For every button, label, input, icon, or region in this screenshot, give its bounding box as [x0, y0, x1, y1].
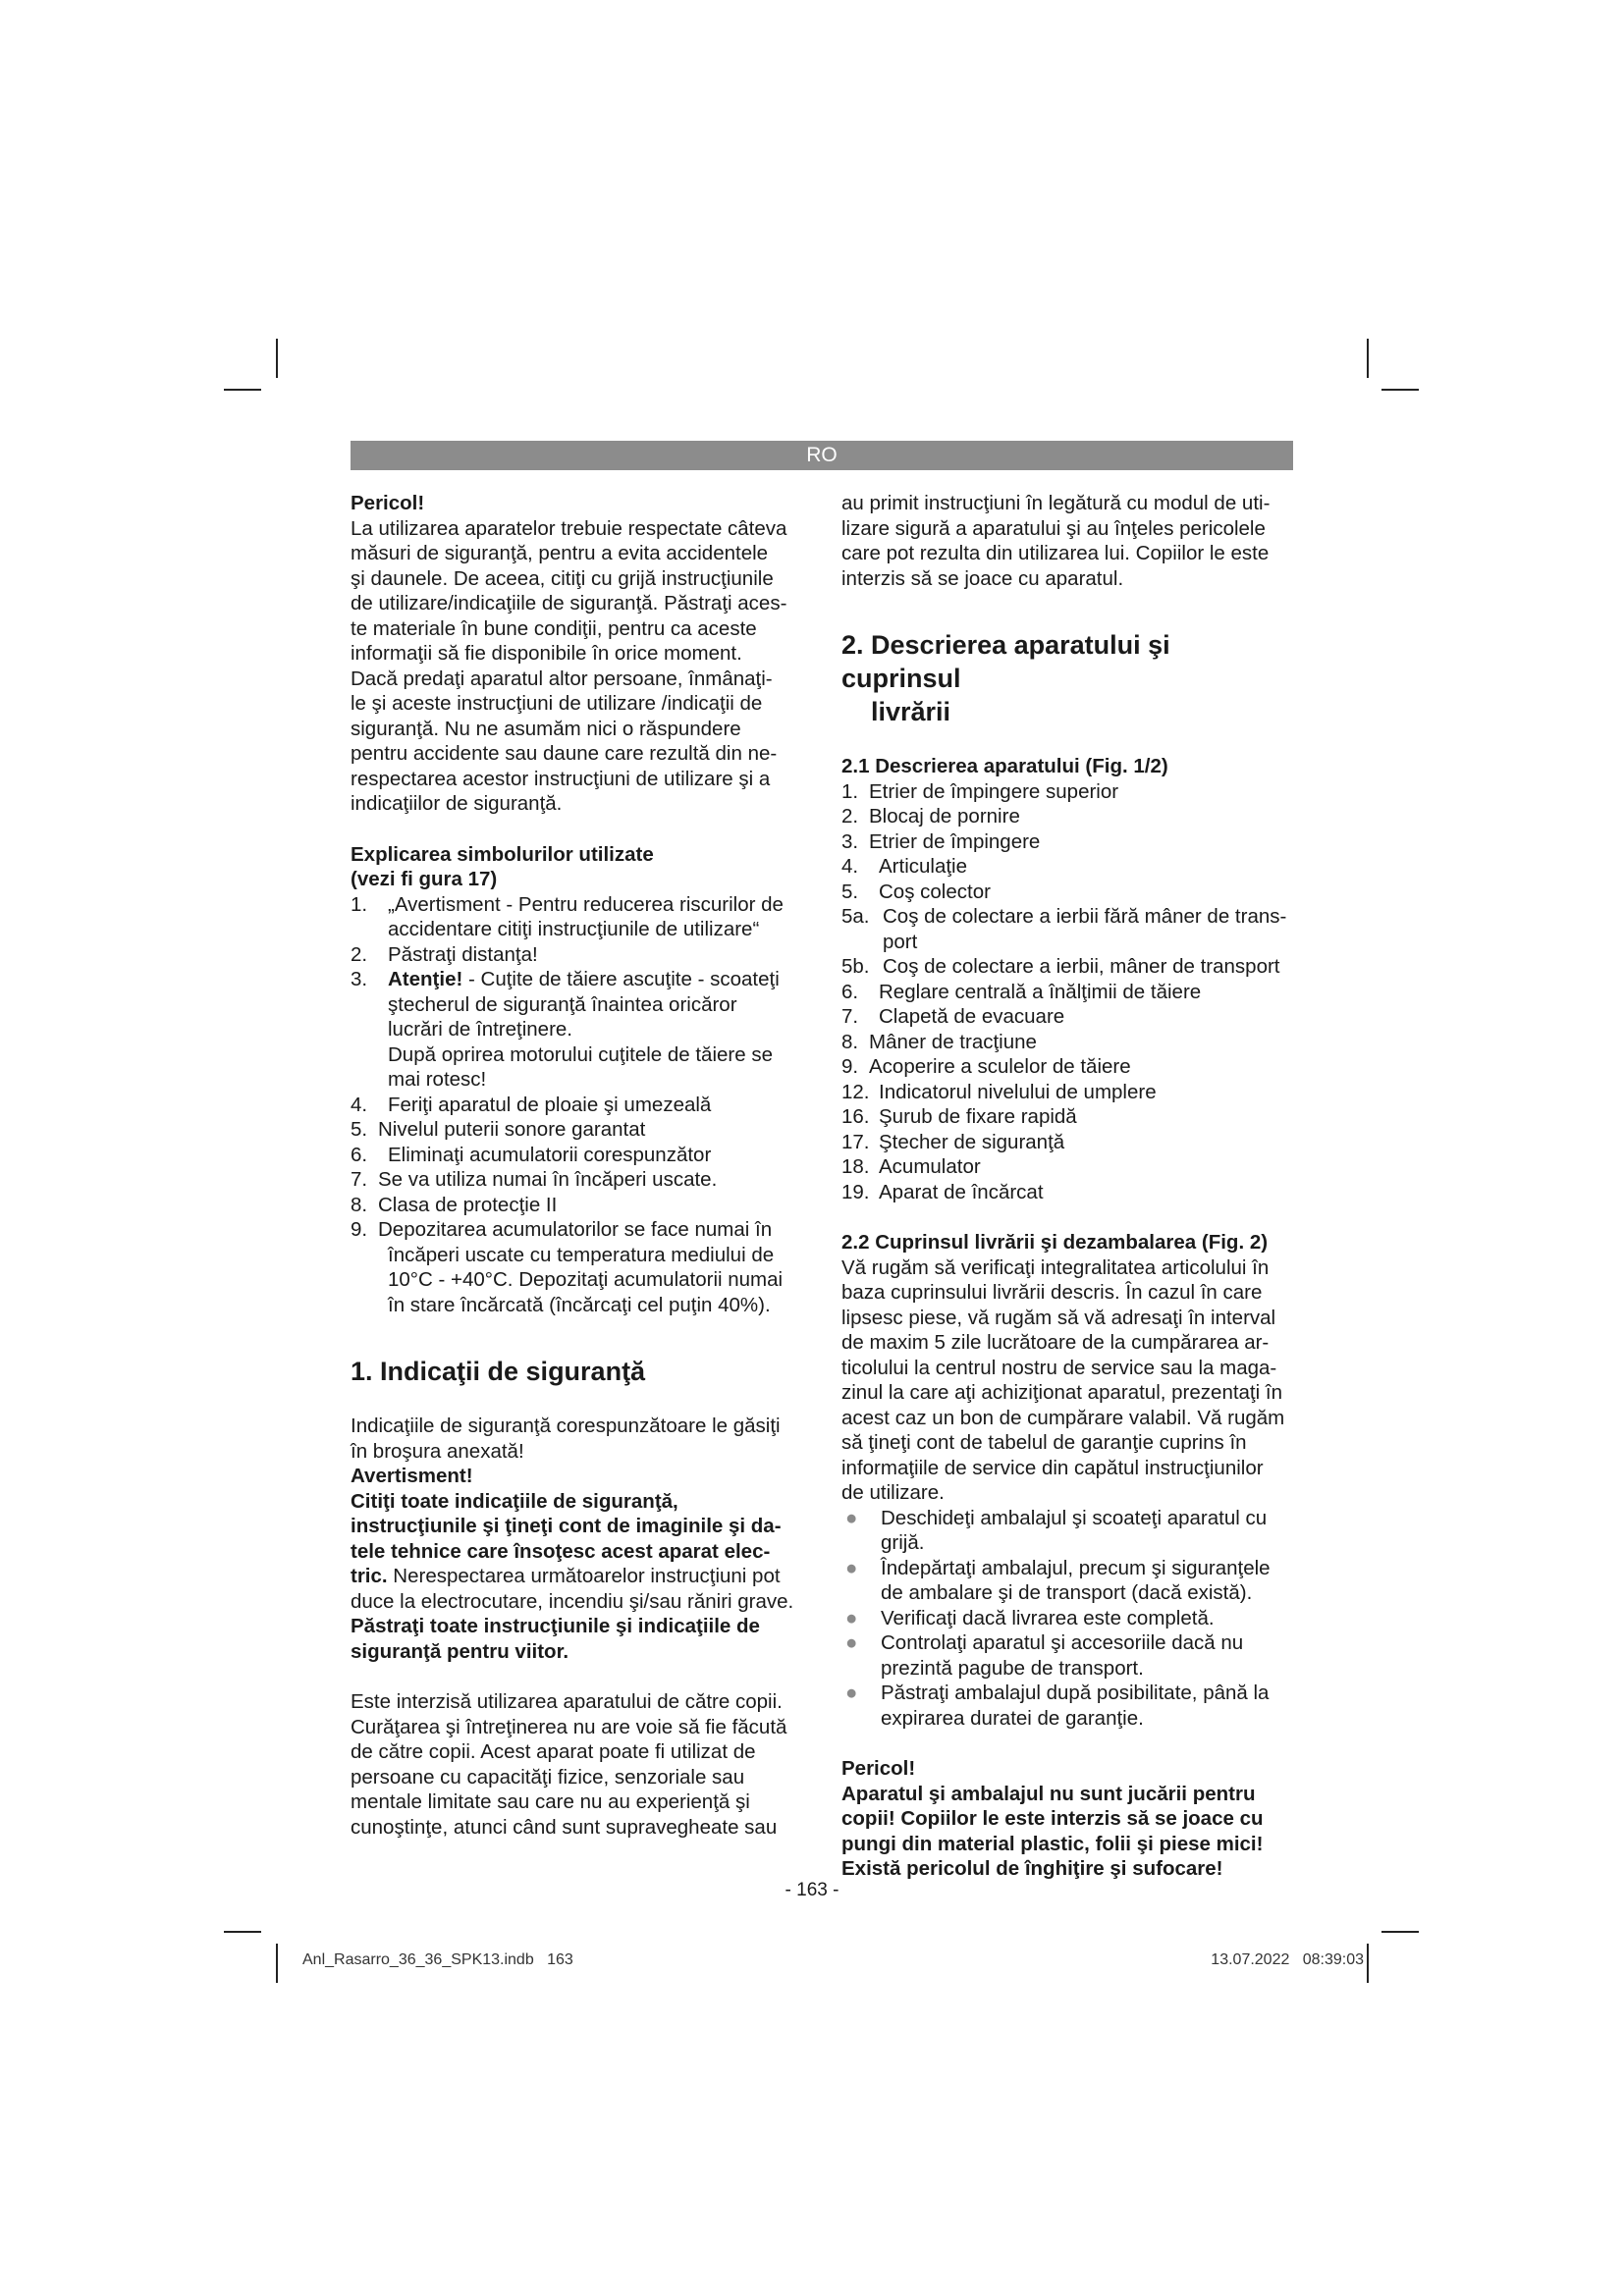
text-line: ştecherul de siguranţă înaintea oricăror: [388, 992, 737, 1016]
file-name: Anl_Rasarro_36_36_SPK13.indb 163: [302, 1951, 573, 1968]
section-1-title: 1. Indicaţii de siguranţă: [351, 1357, 646, 1386]
text-line: Aparat de încărcat: [879, 1180, 1044, 1203]
text-line: lucrări de întreţinere.: [388, 1018, 573, 1041]
text-line: Coş de colectare a ierbii, mâner de transport: [883, 955, 1280, 978]
bullet-icon: ●: [845, 1556, 858, 1579]
text-line: instrucţiunile şi ţineţi cont de imaginile şi da-: [351, 1515, 782, 1537]
item-number: 3.: [351, 968, 368, 990]
text-line: te materiale în bune condiţii, pentru ca aceste: [351, 616, 757, 640]
text-line: [351, 1564, 797, 1589]
crop-mark: [1381, 389, 1419, 391]
crop-mark: [1367, 339, 1369, 378]
text-line: Articulaţie: [879, 855, 968, 878]
bullet-icon: ●: [845, 1682, 858, 1704]
text-line: de utilizare.: [841, 1481, 945, 1504]
item-number: 5.: [841, 880, 859, 903]
list-item: [841, 1054, 1293, 1080]
text-line: de utilizare/indicaţiile de siguranţă. Păstraţi aces-: [351, 592, 787, 614]
list-item: [841, 1080, 1293, 1105]
text-line: Acumulator: [879, 1155, 981, 1178]
text-line: Există pericolul de înghiţire şi sufocare!: [841, 1857, 1223, 1880]
item-number: 2.: [841, 805, 859, 828]
bullet-item: [841, 1606, 1293, 1631]
left-column: [351, 491, 797, 1840]
text-line: Aparatul şi ambalajul nu sunt jucării pentru: [841, 1782, 1256, 1805]
text-line: [388, 967, 797, 992]
item-number: 1.: [351, 892, 368, 916]
item-number: 4.: [841, 855, 859, 878]
text-line: pungi din material plastic, folii şi piese mici!: [841, 1832, 1264, 1855]
item-number: 1.: [841, 779, 859, 803]
item-number: 2.: [351, 942, 368, 966]
item-number: 5b.: [841, 955, 870, 978]
text-line: Nivelul puterii sonore garantat: [378, 1118, 646, 1141]
symbols-list: [351, 892, 797, 1318]
symbols-heading: Explicarea simbolurilor utilizate: [351, 842, 654, 866]
item-number: 18.: [841, 1155, 870, 1178]
bullet-icon: ●: [845, 1606, 858, 1629]
list-item: [841, 1004, 1293, 1030]
text-line: le şi aceste instrucţiuni de utilizare /indicaţii de: [351, 692, 763, 715]
text-line: tele tehnice care însoţesc acest aparat elec-: [351, 1539, 771, 1563]
text-line: La utilizarea aparatelor trebuie respectate câteva: [351, 516, 787, 540]
text-line: port: [883, 930, 918, 953]
text-line: indicaţiilor de siguranţă.: [351, 792, 563, 815]
print-timestamp: 13.07.2022 08:39:03: [1211, 1951, 1364, 1968]
text-line: siguranţă pentru viitor.: [351, 1639, 569, 1663]
item-number: 17.: [841, 1130, 870, 1153]
text-line: Mâner de tracţiune: [869, 1030, 1037, 1053]
continued-paragraph: [841, 491, 1293, 591]
text-line: Curăţarea şi întreţinerea nu are voie să fie făcută: [351, 1715, 787, 1738]
attention-label: Atenţie!: [388, 968, 463, 990]
list-item: [841, 1030, 1293, 1055]
text-line: zinul la care aţi achiziţionat aparatul, prezentaţi în: [841, 1381, 1282, 1404]
text-line: expirarea duratei de garanţie.: [881, 1706, 1144, 1730]
item-number: 5.: [351, 1118, 368, 1141]
text-line: pentru accidente sau daune care rezultă din ne-: [351, 742, 778, 765]
text-line: Etrier de împingere: [869, 829, 1041, 853]
text-line: Blocaj de pornire: [869, 805, 1020, 828]
text-line: respectarea acestor instrucţiuni de utilizare şi a: [351, 767, 771, 790]
text-line: siguranţă. Nu ne asumăm nici o răspundere: [351, 717, 741, 740]
right-column: [841, 491, 1293, 1882]
list-item: [841, 1154, 1293, 1180]
crop-mark: [276, 1944, 278, 1983]
list-item: [351, 1117, 797, 1143]
text-line: ticolului la centrul nostru de service sau la maga-: [841, 1356, 1277, 1379]
text-line: copii! Copiilor le este interzis să se joace cu: [841, 1807, 1264, 1830]
page-number: - 163 -: [785, 1880, 839, 1900]
pericol-heading: Pericol!: [351, 492, 425, 514]
text-line: duce la electrocutare, incendiu şi/sau răniri grave.: [351, 1589, 794, 1613]
text-line: Dacă predaţi aparatul altor persoane, înmânaţi-: [351, 667, 773, 690]
text-line: mai rotesc!: [388, 1068, 487, 1091]
item-number: 9.: [841, 1055, 859, 1078]
bullet-item: [841, 1630, 1293, 1681]
text-line: Clapetă de evacuare: [879, 1005, 1065, 1028]
text-line: de ambalare şi de transport (dacă există).: [881, 1581, 1253, 1604]
list-item: [351, 1167, 797, 1193]
text-line: mentale limitate sau care nu au experienţă şi: [351, 1790, 750, 1813]
text-span: tric.: [351, 1565, 388, 1587]
text-line: Indicaţiile de siguranţă corespunzătoare le găsiţi: [351, 1415, 781, 1437]
text-line: Vă rugăm să verificaţi integralitatea articolului în: [841, 1255, 1270, 1279]
item-number: 7.: [841, 1005, 859, 1028]
unpacking-bullets: [841, 1506, 1293, 1732]
text-line: Verificaţi dacă livrarea este completă.: [881, 1606, 1215, 1629]
item-number: 16.: [841, 1105, 870, 1128]
item-number: 8.: [841, 1030, 859, 1053]
item-number: 12.: [841, 1080, 870, 1103]
text-span: - Cuţite de tăiere ascuţite - scoateţi: [462, 968, 780, 990]
text-line: Eliminaţi acumulatorii corespunzător: [388, 1143, 712, 1166]
text-line: măsuri de siguranţă, pentru a evita accidentele: [351, 542, 769, 564]
text-span: Nerespectarea următoarelor instrucţiuni pot: [387, 1565, 781, 1587]
text-line: După oprirea motorului cuţitele de tăiere se: [388, 1042, 773, 1066]
text-line: Citiţi toate indicaţiile de siguranţă,: [351, 1489, 678, 1513]
text-line: Controlaţi aparatul şi accesoriile dacă nu: [881, 1631, 1244, 1654]
crop-mark: [224, 389, 261, 391]
text-line: Îndepărtaţi ambalajul, precum şi siguranţele: [881, 1556, 1271, 1579]
crop-mark: [224, 1931, 261, 1933]
symbols-heading-ref: (vezi fi gura 17): [351, 868, 498, 890]
text-line: şi daunele. De aceea, citiţi cu grijă instrucţiunile: [351, 566, 774, 590]
crop-mark: [276, 339, 278, 378]
crop-mark: [1381, 1931, 1419, 1933]
item-number: 4.: [351, 1093, 368, 1116]
text-line: Şurub de fixare rapidă: [879, 1105, 1077, 1128]
text-line: au primit instrucţiuni în legătură cu modul de uti-: [841, 492, 1271, 514]
list-item: [351, 1093, 797, 1118]
text-line: lipsesc piese, vă rugăm să vă adresaţi în interval: [841, 1306, 1276, 1329]
text-line: Ştecher de siguranţă: [879, 1130, 1065, 1153]
text-line: interzis să se joace cu aparatul.: [841, 566, 1124, 590]
text-line: grijă.: [881, 1531, 925, 1554]
text-line: să ţineţi cont de tabelul de garanţie cuprins în: [841, 1431, 1247, 1454]
list-item: [841, 779, 1293, 805]
text-line: Este interzisă utilizarea aparatului de către copii.: [351, 1690, 783, 1713]
text-line: Depozitarea acumulatorilor se face numai în: [378, 1218, 773, 1241]
text-line: Coş colector: [879, 880, 991, 903]
item-number: 5a.: [841, 905, 870, 928]
list-item: [841, 1130, 1293, 1155]
list-item: [841, 954, 1293, 980]
text-line: Păstraţi ambalajul după posibilitate, până la: [881, 1682, 1270, 1704]
list-item: [841, 829, 1293, 855]
text-line: în broşura anexată!: [351, 1439, 524, 1463]
children-paragraph: [351, 1689, 797, 1840]
delivery-paragraph: [841, 1255, 1293, 1506]
bullet-item: [841, 1681, 1293, 1731]
subsection-2-2-title: 2.2 Cuprinsul livrării şi dezambalarea (Fig. 2): [841, 1231, 1269, 1254]
bullet-icon: ●: [845, 1506, 858, 1529]
section-2-title: 2. Descrierea aparatului şi cuprinsul: [841, 630, 1170, 693]
list-item: [351, 892, 797, 942]
list-item: [351, 942, 797, 968]
text-line: accidentare citiţi instrucţiunile de utilizare“: [388, 918, 760, 940]
list-item: [841, 1180, 1293, 1205]
list-item: [351, 1217, 797, 1317]
text-line: 10°C - +40°C. Depozitaţi acumulatorii numai: [388, 1268, 784, 1291]
bullet-item: [841, 1556, 1293, 1606]
section-2-title-cont: livrării: [871, 697, 951, 726]
item-number: 7.: [351, 1168, 368, 1191]
list-item: [841, 1104, 1293, 1130]
item-number: 8.: [351, 1193, 368, 1216]
pericol-heading: Pericol!: [841, 1757, 916, 1780]
item-number: 19.: [841, 1180, 870, 1203]
language-header-bar: [351, 441, 1293, 470]
text-line: baza cuprinsului livrării descris. În cazul în care: [841, 1281, 1263, 1304]
text-line: în stare încărcată (încărcaţi cel puţin 40%).: [388, 1293, 771, 1316]
subsection-2-1-title: 2.1 Descrierea aparatului (Fig. 1/2): [841, 755, 1168, 777]
text-line: Clasa de protecţie II: [378, 1193, 558, 1216]
list-item: [841, 880, 1293, 905]
text-line: Reglare centrală a înălţimii de tăiere: [879, 980, 1202, 1003]
text-line: Indicatorul nivelului de umplere: [879, 1080, 1157, 1103]
text-line: „Avertisment - Pentru reducerea riscurilor de: [388, 892, 784, 916]
list-item: [841, 904, 1293, 954]
crop-mark: [1367, 1944, 1369, 1983]
item-number: 6.: [351, 1143, 368, 1166]
warning-heading: Avertisment!: [351, 1465, 473, 1487]
item-number: 6.: [841, 980, 859, 1003]
bullet-item: [841, 1506, 1293, 1556]
text-line: care pot rezulta din utilizarea lui. Copiilor le este: [841, 542, 1270, 564]
text-line: Feriţi aparatul de ploaie şi umezeală: [388, 1093, 712, 1116]
text-line: acest caz un bon de cumpărare valabil. Vă rugăm: [841, 1406, 1285, 1429]
text-line: Acoperire a sculelor de tăiere: [869, 1055, 1131, 1078]
item-number: 3.: [841, 829, 859, 853]
language-code: RO: [806, 444, 838, 466]
text-line: Păstraţi toate instrucţiunile şi indicaţiile de: [351, 1615, 760, 1637]
text-line: prezintă pagube de transport.: [881, 1656, 1144, 1680]
list-item: [351, 967, 797, 1093]
pericol-text: [351, 516, 797, 817]
text-line: persoane cu capacităţi fizice, senzoriale sau: [351, 1765, 745, 1789]
text-line: informaţiile de service din capătul instrucţiunilor: [841, 1456, 1264, 1479]
text-line: de maxim 5 zile lucrătoare de la cumpărarea ar-: [841, 1331, 1270, 1354]
text-line: Păstraţi distanţa!: [388, 942, 538, 966]
item-number: 9.: [351, 1218, 368, 1241]
parts-list: [841, 779, 1293, 1205]
list-item: [841, 980, 1293, 1005]
text-line: de către copii. Acest aparat poate fi utilizat de: [351, 1740, 756, 1763]
text-line: informaţii să fie disponibile în orice moment.: [351, 642, 742, 665]
list-item: [351, 1143, 797, 1168]
list-item: [841, 804, 1293, 829]
text-line: Se va utiliza numai în încăperi uscate.: [378, 1168, 718, 1191]
bullet-icon: ●: [845, 1631, 858, 1654]
text-line: Deschideţi ambalajul şi scoateţi aparatul cu: [881, 1506, 1268, 1529]
text-line: Etrier de împingere superior: [869, 779, 1119, 803]
list-item: [351, 1193, 797, 1218]
list-item: [841, 854, 1293, 880]
text-line: lizare sigură a aparatului şi au înţeles pericolele: [841, 516, 1266, 540]
text-line: încăperi uscate cu temperatura mediului de: [388, 1243, 775, 1266]
text-line: cunoştinţe, atunci când sunt supravegheate sau: [351, 1815, 778, 1839]
text-line: Coş de colectare a ierbii fără mâner de trans-: [883, 905, 1287, 928]
